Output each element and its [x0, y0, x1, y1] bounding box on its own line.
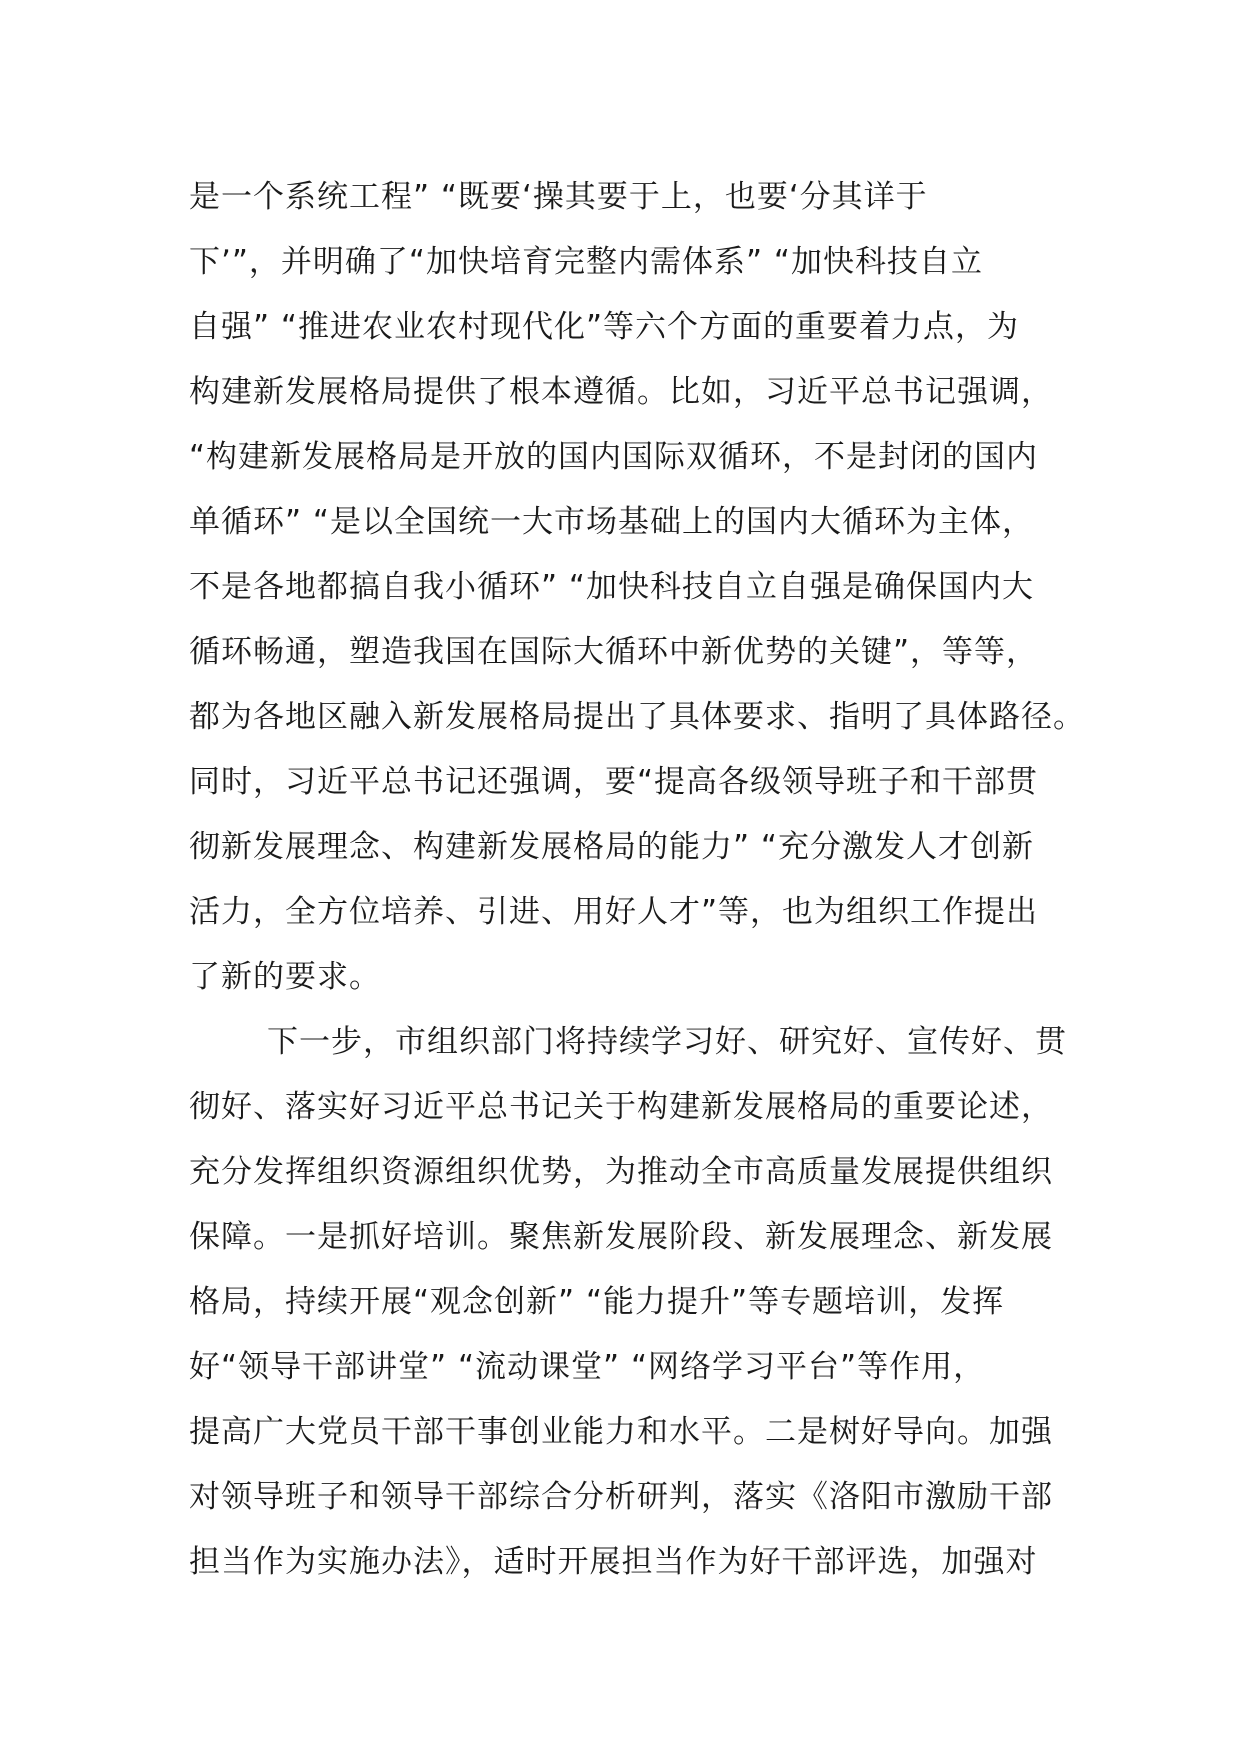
- text-line: 都为各地区融入新发展格局提出了具体要求、指明了具体路径。: [189, 699, 1085, 735]
- text-line: 充分发挥组织资源组织优势，为推动全市高质量发展提供组织: [189, 1154, 1053, 1190]
- text-line: 担当作为实施办法》，适时开展担当作为好干部评选，加强对: [189, 1544, 1038, 1580]
- text-line: 格局，持续开展“观念创新” “能力提升”等专题培训，发挥: [189, 1284, 1005, 1320]
- text-line: 单循环” “是以全国统一大市场基础上的国内大循环为主体，: [189, 504, 1034, 540]
- text-line: 同时，习近平总书记还强调，要“提高各级领导班子和干部贯: [189, 764, 1039, 800]
- text-line: 彻好、落实好习近平总书记关于构建新发展格局的重要论述，: [189, 1089, 1053, 1125]
- text-line: 提高广大党员干部干事创业能力和水平。二是树好导向。加强: [189, 1414, 1053, 1450]
- text-line: 构建新发展格局提供了根本遵循。比如，习近平总书记强调，: [189, 374, 1053, 410]
- text-line: 循环畅通，塑造我国在国际大循环中新优势的关键”，等等，: [189, 634, 1039, 670]
- text-line: 活力，全方位培养、引进、用好人才”等，也为组织工作提出: [189, 894, 1039, 930]
- text-line: 彻新发展理念、构建新发展格局的能力” “充分激发人才创新: [189, 829, 1034, 865]
- text-line: 好“领导干部讲堂” “流动课堂” “网络学习平台”等作用，: [189, 1349, 986, 1385]
- text-line: 了新的要求。: [189, 959, 381, 995]
- body-text: [189, 165, 1089, 1595]
- text-line: 自强” “推进农业农村现代化”等六个方面的重要着力点，为: [189, 309, 1020, 345]
- text-line: 是一个系统工程” “既要‘操其要于上，也要‘分其详于: [189, 179, 928, 215]
- text-line: 下’”，并明确了“加快培育完整内需体系” “加快科技自立: [189, 244, 983, 280]
- paragraph-start-line: 下一步，市组织部门将持续学习好、研究好、宣传好、贯: [267, 1024, 1067, 1060]
- text-line: “构建新发展格局是开放的国内国际双循环，不是封闭的国内: [189, 439, 1039, 475]
- text-line: 不是各地都搞自我小循环” “加快科技自立自强是确保国内大: [189, 569, 1034, 605]
- text-line: 对领导班子和领导干部综合分析研判，落实《洛阳市激励干部: [189, 1479, 1053, 1515]
- text-line: 保障。一是抓好培训。聚焦新发展阶段、新发展理念、新发展: [189, 1219, 1053, 1255]
